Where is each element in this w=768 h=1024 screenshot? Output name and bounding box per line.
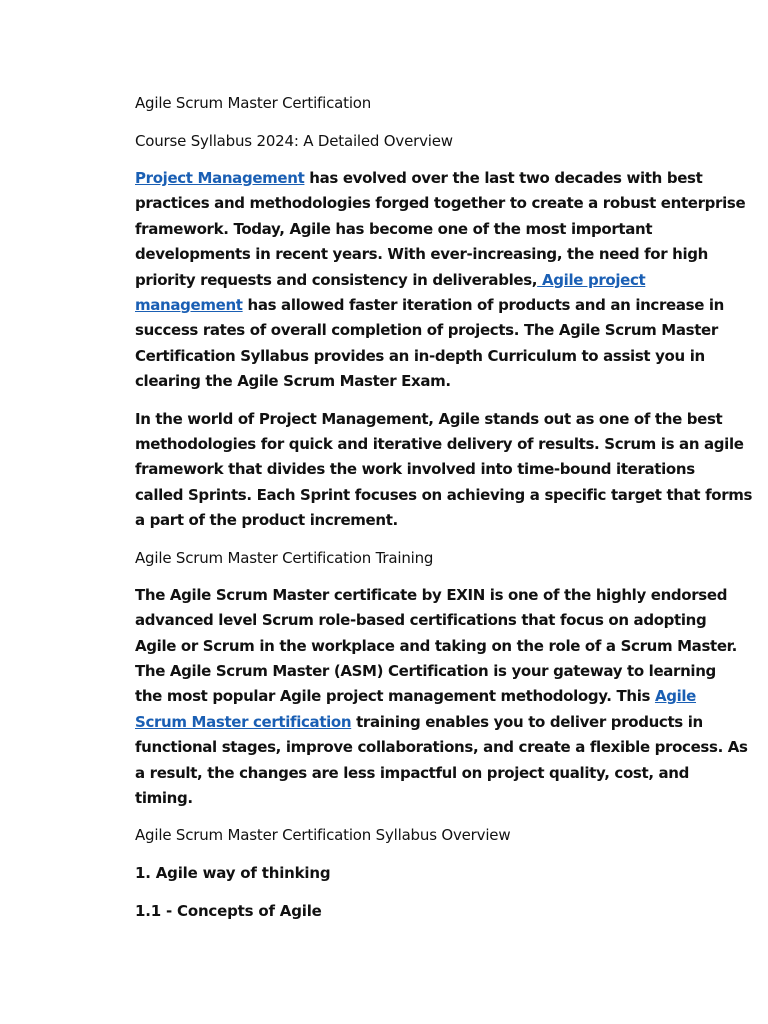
paragraph-line bbox=[135, 166, 703, 191]
paragraph-line bbox=[135, 710, 703, 735]
paragraph-line: practices and methodologies forged together to create a robust enterprise bbox=[135, 194, 746, 213]
syllabus-overview-heading: Agile Scrum Master Certification Syllabus Overview bbox=[135, 826, 511, 845]
paragraph-line bbox=[135, 268, 683, 293]
paragraph-line: advanced level Scrum role-based certifications that focus on adopting bbox=[135, 611, 707, 630]
section-1-heading: 1. Agile way of thinking bbox=[135, 864, 331, 883]
agile-scrum-master-certification-link-cont[interactable]: Scrum Master certification bbox=[135, 712, 352, 731]
paragraph-line: framework that divides the work involved into time-bound iterations bbox=[135, 460, 695, 479]
paragraph-line: success rates of overall completion of projects. The Agile Scrum Master bbox=[135, 321, 718, 340]
paragraph-line: framework. Today, Agile has become one of the most important bbox=[135, 219, 653, 238]
training-heading: Agile Scrum Master Certification Training bbox=[135, 548, 434, 567]
section-1-1-heading: 1.1 - Concepts of Agile bbox=[135, 902, 322, 921]
paragraph-line bbox=[135, 293, 725, 318]
agile-scrum-master-certification-link[interactable]: Agile bbox=[654, 687, 697, 706]
scrum-paragraph bbox=[135, 407, 753, 534]
paragraph-line: a result, the changes are less impactful on project quality, cost, and bbox=[135, 763, 690, 782]
paragraph-text: priority requests and consistency in deliverables, bbox=[135, 270, 538, 289]
paragraph-text: training enables you to deliver products in bbox=[351, 712, 703, 731]
paragraph-line: functional stages, improve collaborations, and create a flexible process. As bbox=[135, 738, 748, 757]
agile-project-management-link-cont[interactable]: management bbox=[135, 296, 243, 315]
paragraph-line: Certification Syllabus provides an in-depth Curriculum to assist you in bbox=[135, 346, 705, 365]
certificate-paragraph bbox=[135, 583, 748, 812]
paragraph-line: developments in recent years. With ever-increasing, the need for high bbox=[135, 245, 709, 264]
agile-project-management-link[interactable]: Agile project bbox=[537, 270, 646, 289]
paragraph-line: timing. bbox=[135, 788, 193, 807]
paragraph-line: called Sprints. Each Sprint focuses on achieving a specific target that forms bbox=[135, 485, 753, 504]
paragraph-text: has evolved over the last two decades with best bbox=[304, 169, 703, 187]
paragraph-line bbox=[135, 684, 697, 709]
paragraph-line: clearing the Agile Scrum Master Exam. bbox=[135, 372, 451, 391]
paragraph-line: The Agile Scrum Master (ASM) Certification is your gateway to learning bbox=[135, 661, 716, 680]
intro-paragraph bbox=[135, 166, 746, 395]
paragraph-line: methodologies for quick and iterative delivery of results. Scrum is an agile bbox=[135, 435, 744, 454]
paragraph-line: a part of the product increment. bbox=[135, 511, 398, 530]
paragraph-line: In the world of Project Management, Agile stands out as one of the best bbox=[135, 409, 723, 428]
paragraph-text: the most popular Agile project management methodology. This bbox=[135, 687, 655, 706]
document-page bbox=[135, 93, 753, 939]
paragraph-line: The Agile Scrum Master certificate by EXIN is one of the highly endorsed bbox=[135, 585, 728, 604]
paragraph-text: has allowed faster iteration of products and an increase in bbox=[242, 296, 725, 315]
document-title: Agile Scrum Master Certification bbox=[135, 94, 372, 112]
project-management-link[interactable]: Project Management bbox=[135, 169, 305, 187]
paragraph-line: Agile or Scrum in the workplace and taking on the role of a Scrum Master. bbox=[135, 636, 737, 655]
document-subtitle: Course Syllabus 2024: A Detailed Overview bbox=[135, 132, 453, 150]
